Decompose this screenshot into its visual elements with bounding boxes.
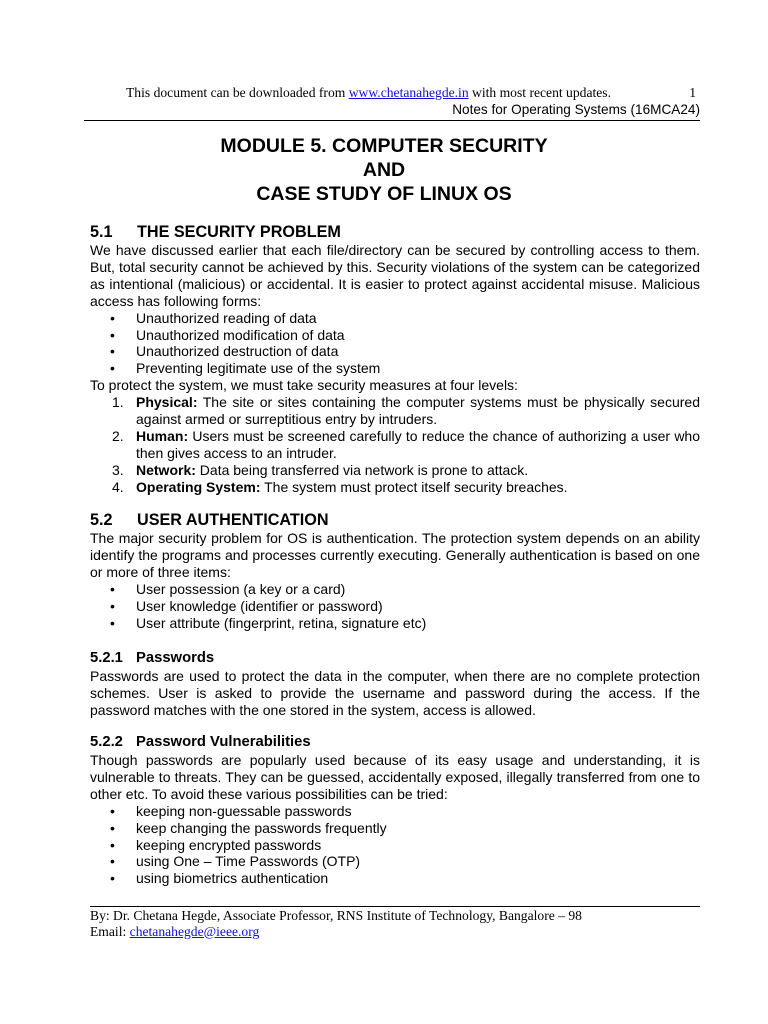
item-number: 4. — [112, 478, 124, 495]
bullet-list — [90, 310, 700, 378]
bullet-list — [90, 803, 700, 888]
paragraph: We have discussed earlier that each file/directory can be secured by controlling access to them. But, total security cannot be achieved by this. Security violations of the system can be categorized as intentional (malicious) or accidental. It is easier to protect against accidental misuse. Malicious access has following forms: — [90, 242, 700, 309]
list-item: • keeping non-guessable passwords — [108, 803, 700, 820]
section-heading — [90, 510, 700, 530]
section-5-2 — [90, 510, 700, 631]
item-term: Network: — [136, 461, 196, 478]
section-5-2-2 — [90, 733, 700, 887]
section-number: 5.2 — [90, 511, 113, 529]
item-text: Data being transferred via network is prone to attack. — [195, 461, 529, 478]
section-title: USER AUTHENTICATION — [137, 511, 329, 529]
header-divider — [84, 120, 700, 121]
section-5-2-1 — [90, 649, 700, 719]
item-text: Users must be screened carefully to reduce the chance of authorizing a user who then gives access to an intruder. — [136, 427, 700, 461]
section-5-1 — [90, 222, 700, 496]
subsection-heading — [90, 649, 700, 668]
email-link[interactable]: chetanahegde@ieee.org — [129, 923, 260, 939]
item-number: 1. — [112, 394, 124, 411]
download-prefix: This document can be downloaded from — [126, 85, 346, 100]
item-number: 3. — [112, 461, 124, 478]
list-item: • using One – Time Passwords (OTP) — [108, 853, 700, 870]
author-line: By: Dr. Chetana Hegde, Associate Professor, RNS Institute of Technology, Bangalore – 98 — [90, 908, 582, 923]
list-item: • Preventing legitimate use of the system — [108, 360, 700, 377]
list-item — [110, 394, 700, 428]
course-line: Notes for Operating Systems (16MCA24) — [452, 102, 700, 117]
subsection-heading — [90, 733, 700, 752]
list-item: • Unauthorized modification of data — [108, 327, 700, 344]
list-item — [110, 428, 700, 462]
title-line-2: AND — [362, 159, 406, 181]
title-line-1: MODULE 5. COMPUTER SECURITY — [220, 135, 548, 157]
paragraph: To protect the system, we must take security measures at four levels: — [90, 377, 518, 394]
subsection-title: Passwords — [136, 650, 215, 666]
item-term: Human: — [136, 427, 189, 444]
download-notice — [126, 84, 702, 101]
title-line-3: CASE STUDY OF LINUX OS — [256, 183, 512, 205]
item-text: The system must protect itself security breaches. — [260, 478, 568, 495]
list-item: • keeping encrypted passwords — [108, 837, 700, 854]
subsection-number: 5.2.1 — [90, 650, 123, 666]
item-term: Physical: — [136, 394, 198, 411]
subsection-title: Password Vulnerabilities — [136, 734, 311, 750]
footer — [90, 908, 582, 939]
section-number: 5.1 — [90, 223, 113, 241]
list-item: • Unauthorized reading of data — [108, 310, 700, 327]
section-heading — [90, 222, 700, 242]
email-line — [90, 924, 582, 940]
list-item: • using biometrics authentication — [108, 870, 700, 887]
site-link[interactable]: www.chetanahegde.in — [348, 85, 469, 100]
paragraph: Though passwords are popularly used because of its easy usage and understanding, it is vulnerable to threats. They can be guessed, accidentally exposed, illegally transferred from one to other etc. To avoid these various possibilities can be tried: — [90, 752, 700, 802]
item-term: Operating System: — [136, 478, 261, 495]
list-item: • User possession (a key or a card) — [108, 581, 700, 598]
list-item: • User knowledge (identifier or password) — [108, 598, 700, 615]
subsection-number: 5.2.2 — [90, 734, 123, 750]
bullet-list — [90, 581, 700, 632]
list-item: • User attribute (fingerprint, retina, signature etc) — [108, 615, 700, 632]
list-item — [110, 479, 700, 496]
page-title — [0, 134, 768, 206]
section-title: THE SECURITY PROBLEM — [137, 223, 341, 241]
paragraph: The major security problem for OS is authentication. The protection system depends on an ability identify the programs and processes currently executing. Generally authentication is based on one or more of three items: — [90, 530, 700, 580]
page-number: 1 — [689, 85, 696, 100]
item-text: The site or sites containing the computer systems must be physically secured against armed or surreptitious entry by intruders. — [136, 394, 700, 428]
item-number: 2. — [112, 427, 124, 444]
download-suffix: with most recent updates. — [472, 85, 611, 100]
email-label: Email: — [90, 923, 127, 939]
list-item: • keep changing the passwords frequently — [108, 820, 700, 837]
list-item: • Unauthorized destruction of data — [108, 343, 700, 360]
numbered-list — [90, 394, 700, 495]
paragraph: Passwords are used to protect the data in the computer, when there are no complete protection schemes. User is asked to provide the username and password during the access. If the password matches with the one stored in the system, access is allowed. — [90, 668, 700, 718]
list-item — [110, 462, 700, 479]
footer-divider — [90, 906, 700, 907]
